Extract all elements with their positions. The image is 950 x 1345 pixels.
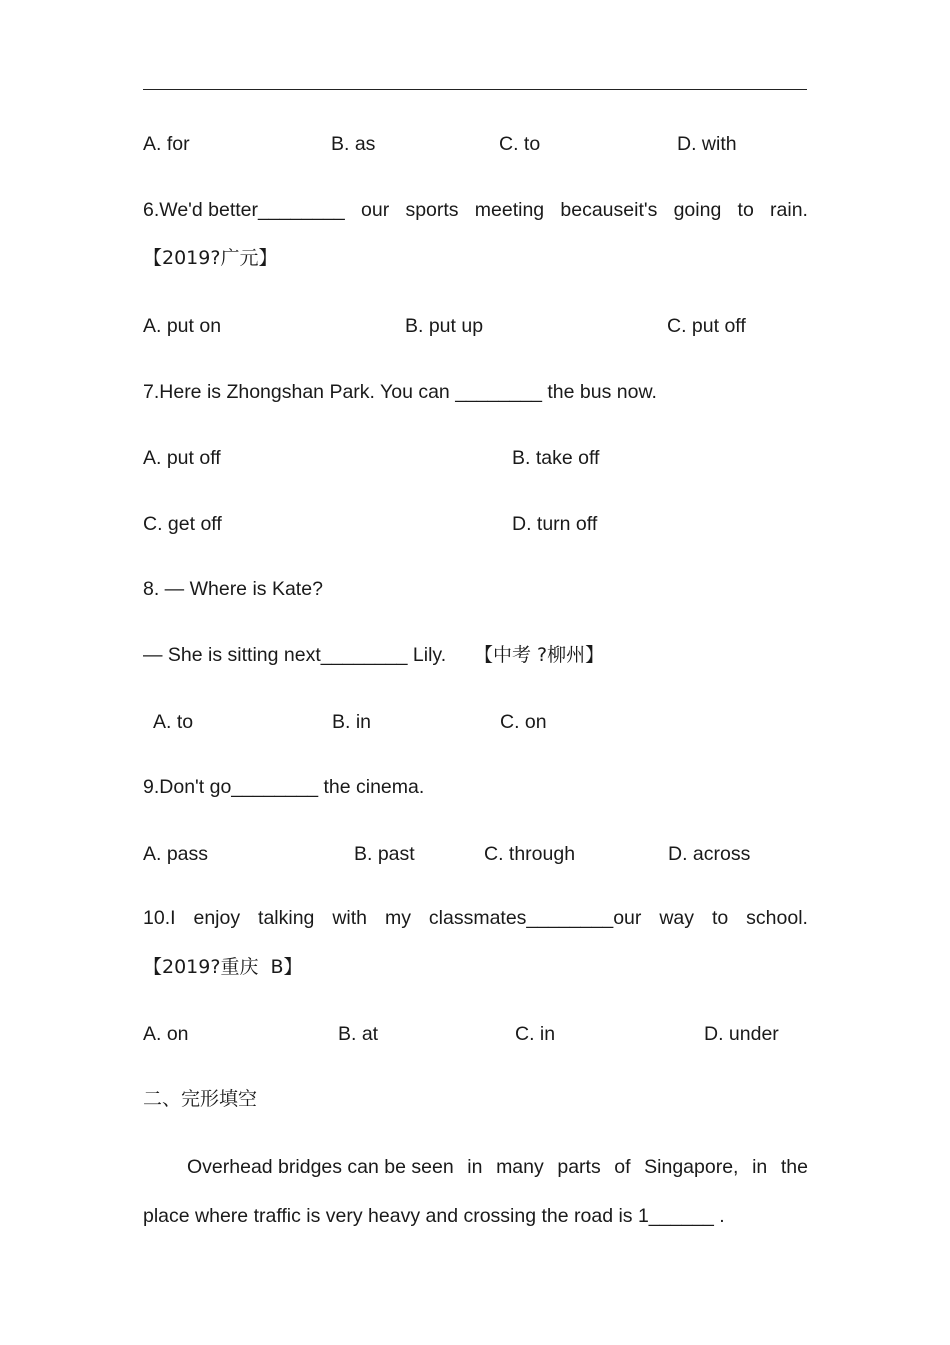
q10-source: 【2019?重庆 B】: [143, 956, 303, 978]
q7-option-b[interactable]: B. take off: [512, 447, 600, 469]
q8-question-line2: — She is sitting next________ Lily.: [143, 644, 447, 666]
q7-question: 7.Here is Zhongshan Park. You can ________ the bus now.: [143, 381, 657, 403]
header-rule: [143, 89, 807, 90]
q6-question: 6.We'd better________ our sports meeting becauseit's going to rain.: [143, 199, 808, 221]
q6-option-a[interactable]: A. put on: [143, 315, 222, 337]
section-heading: 二、完形填空: [143, 1088, 258, 1110]
q10-question: 10.I enjoy talking with my classmates________our way to school.: [143, 907, 808, 929]
q8-source: 【中考 ?柳州】: [474, 644, 605, 666]
q5-option-c[interactable]: C. to: [499, 133, 541, 155]
q9-option-c[interactable]: C. through: [484, 843, 576, 865]
cloze-paragraph-line2: place where traffic is very heavy and crossing the road is 1______ .: [143, 1205, 725, 1227]
q10-option-a[interactable]: A. on: [143, 1023, 189, 1045]
q9-question: 9.Don't go________ the cinema.: [143, 776, 425, 798]
q9-option-b[interactable]: B. past: [354, 843, 415, 865]
q8-option-a[interactable]: A. to: [153, 711, 194, 733]
q7-option-d[interactable]: D. turn off: [512, 513, 598, 535]
q6-option-b[interactable]: B. put up: [405, 315, 484, 337]
q6-option-c[interactable]: C. put off: [667, 315, 746, 337]
q8-option-c[interactable]: C. on: [500, 711, 547, 733]
cloze-paragraph-line1: Overhead bridges can be seen in many parts of Singapore, in the: [187, 1156, 808, 1178]
q9-option-d[interactable]: D. across: [668, 843, 751, 865]
q9-option-a[interactable]: A. pass: [143, 843, 209, 865]
q8-question-line1: 8. — Where is Kate?: [143, 578, 323, 600]
q6-source: 【2019?广元】: [143, 247, 278, 269]
q5-option-a[interactable]: A. for: [143, 133, 190, 155]
q8-option-b[interactable]: B. in: [332, 711, 372, 733]
q10-option-d[interactable]: D. under: [704, 1023, 779, 1045]
q10-option-b[interactable]: B. at: [338, 1023, 379, 1045]
q5-option-d[interactable]: D. with: [677, 133, 737, 155]
q7-option-c[interactable]: C. get off: [143, 513, 222, 535]
q5-option-b[interactable]: B. as: [331, 133, 376, 155]
q10-option-c[interactable]: C. in: [515, 1023, 556, 1045]
q7-option-a[interactable]: A. put off: [143, 447, 221, 469]
